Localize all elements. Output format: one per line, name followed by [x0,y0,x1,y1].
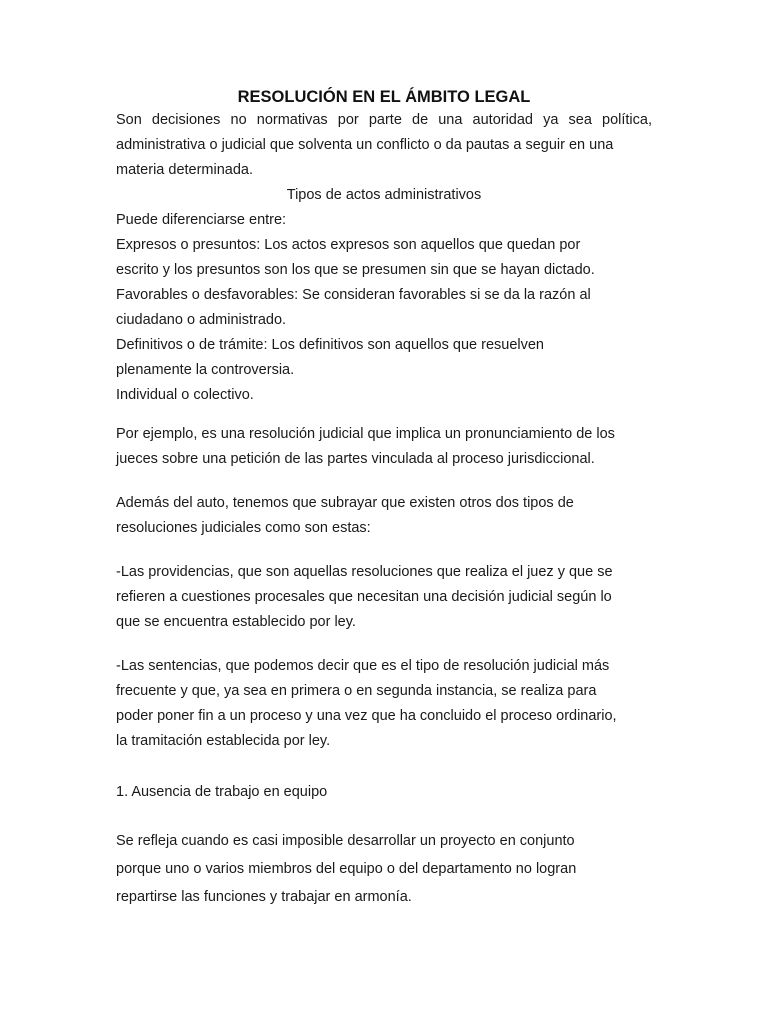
text-line: frecuente y que, ya sea en primera o en segunda instancia, se realiza para [116,683,597,699]
text-line: poder poner fin a un proceso y una vez que ha concluido el proceso ordinario, [116,708,617,724]
text-line: Se refleja cuando es casi imposible desarrollar un proyecto en conjunto [116,833,575,849]
section-subtitle: Tipos de actos administrativos [286,187,482,203]
types-list [116,208,652,408]
text-line: Por ejemplo, es una resolución judicial que implica un pronunciamiento de los [116,426,615,442]
document-title: RESOLUCIÓN EN EL ÁMBITO LEGAL [237,88,531,106]
text-line: -Las sentencias, que podemos decir que es el tipo de resolución judicial más [116,658,610,674]
example-paragraph [116,422,652,472]
text-line: jueces sobre una petición de las partes vinculada al proceso jurisdiccional. [116,451,595,467]
text-line: Además del auto, tenemos que subrayar que existen otros dos tipos de [116,495,574,511]
text-line: resoluciones judiciales como son estas: [116,520,371,536]
text-line: porque uno o varios miembros del equipo o del departamento no logran [116,861,577,877]
text-line: ciudadano o administrado. [116,312,287,328]
text-line: Puede diferenciarse entre: [116,212,287,228]
text-line: Definitivos o de trámite: Los definitivos son aquellos que resuelven [116,337,544,353]
text-line: -Las providencias, que son aquellas resoluciones que realiza el juez y que se [116,564,613,580]
document-page [116,86,652,911]
text-line: Expresos o presuntos: Los actos expresos son aquellos que quedan por [116,237,581,253]
providencias-paragraph [116,560,652,635]
text-line: la tramitación establecida por ley. [116,733,331,749]
section-heading: 1. Ausencia de trabajo en equipo [116,784,328,800]
text-line: plenamente la controversia. [116,362,295,378]
text-line: Son decisiones no normativas por parte de una autoridad ya sea política, [116,112,652,128]
definition-paragraph [116,108,652,183]
text-line: repartirse las funciones y trabajar en armonía. [116,889,412,905]
text-line: materia determinada. [116,162,254,178]
text-line: Individual o colectivo. [116,387,254,403]
text-line: refieren a cuestiones procesales que necesitan una decisión judicial según lo [116,589,612,605]
text-line: administrativa o judicial que solventa un conflicto o da pautas a seguir en una [116,137,614,153]
section-paragraph [116,827,652,911]
text-line: Favorables o desfavorables: Se consideran favorables si se da la razón al [116,287,591,303]
auto-paragraph [116,491,652,541]
text-line: que se encuentra establecido por ley. [116,614,356,630]
text-line: escrito y los presuntos son los que se presumen sin que se hayan dictado. [116,262,595,278]
sentencias-paragraph [116,654,652,754]
